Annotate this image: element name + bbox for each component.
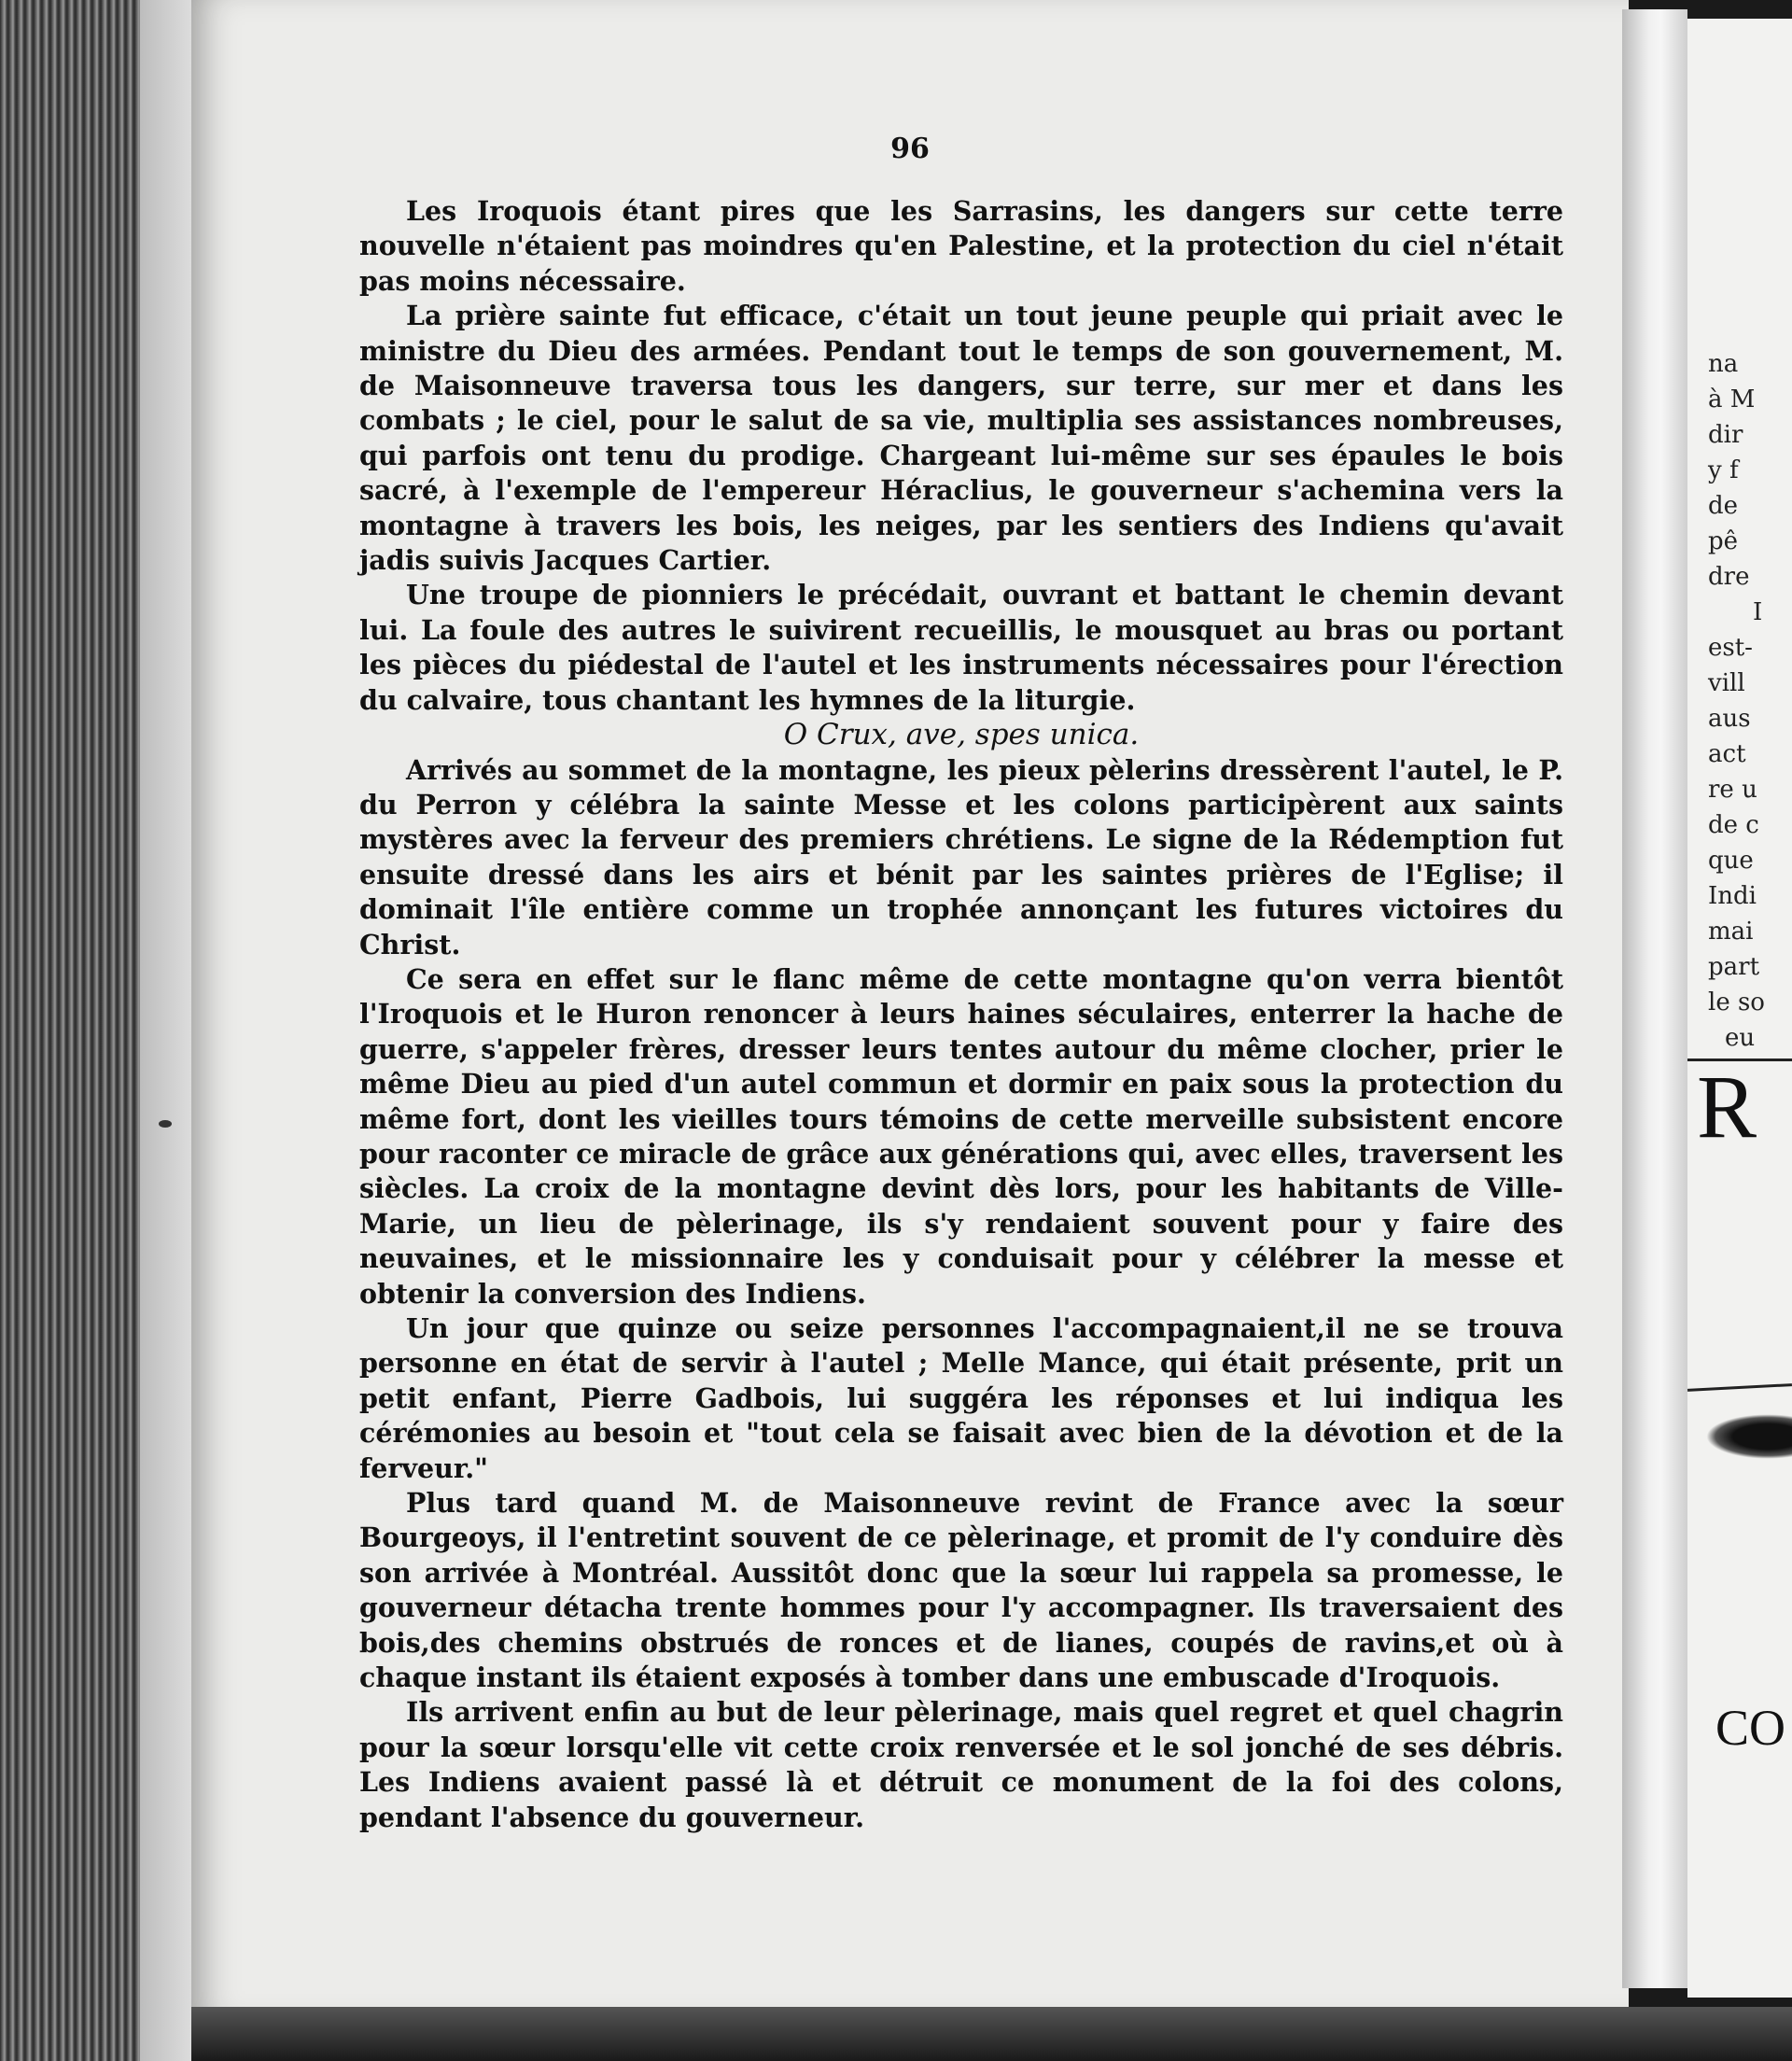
paragraph: La prière sainte fut efficace, c'était un tout jeune peuple qui priait avec le ministre du Dieu des armées. Pendant tout le temps de son gouvernement, M. de Maisonneuve traversa tous les dangers, sur terre, sur mer et dans les combats ; le ciel, pour le salut de sa vie, multiplia ses assistances nombreuses, qui parfois ont tenu du prodige. Chargeant lui-même sur ses épaules le bois sacré, à l'exemple de l'empereur Héraclius, le gouverneur s'achemina vers la montagne à travers les bois, les neiges, par les sentiers des Indiens qu'avait jadis suivis Jacques Cartier. (359, 300, 1563, 577)
next-page-line: de (1708, 492, 1739, 520)
next-page-line: act (1708, 740, 1746, 768)
next-page-line: dre (1708, 563, 1750, 591)
page-text-body (359, 194, 1563, 1835)
next-page-line: mai (1708, 918, 1754, 946)
next-page-line: dir (1708, 421, 1743, 449)
next-page-heading-letter: R (1697, 1057, 1757, 1157)
next-page-bottom-text: CO (1715, 1700, 1786, 1756)
next-page-ornament (1706, 1414, 1792, 1459)
next-page-line: le so (1708, 988, 1765, 1016)
book-gutter (1622, 9, 1687, 1988)
paragraph: Une troupe de pionniers le précédait, ouvrant et battant le chemin devant lui. La foule des autres le suivirent recueillis, le mousquet au bras ou portant les pièces du piédestal de l'autel et les instruments nécessaires pour l'érection du calvaire, tous chantant les hymnes de la liturgie. (359, 579, 1563, 716)
ink-spot (159, 1120, 172, 1128)
next-page-line: pê (1708, 527, 1739, 555)
next-page-line: re u (1708, 776, 1757, 804)
paragraph: Arrivés au sommet de la montagne, les pieux pèlerins dressèrent l'autel, le P. du Perron y célébra la sainte Messe et les colons participèrent aux saints mystères avec la ferveur des premiers chrétiens. Le signe de la Rédemption fut ensuite dressé dans les airs et bénit par les saintes prières de l'Eglise; il dominait l'île entière comme un trophée annonçant les futures victoires du Christ. (359, 753, 1563, 960)
next-page-line: de c (1708, 811, 1759, 839)
book-page-stack-edge (0, 0, 201, 2061)
next-page-line: est- (1708, 634, 1753, 662)
latin-motto: O Crux, ave, spes unica. (783, 718, 1140, 752)
paragraph: Les Iroquois étant pires que les Sarrasins, les dangers sur cette terre nouvelle n'étaient pas moindres qu'en Palestine, et la protection du ciel n'était pas moins nécessaire. (359, 195, 1563, 297)
next-page-line: vill (1708, 669, 1745, 697)
next-page-rule (1687, 1383, 1792, 1392)
paragraph: Ils arrivent enfin au but de leur pèlerinage, mais quel regret et quel chagrin pour la sœur lorsqu'elle vit cette croix renversée et le sol jonché de ses débris. Les Indiens avaient passé là et détruit ce monument de la foi des colons, pendant l'absence du gouverneur. (359, 1696, 1563, 1833)
next-page-line: part (1708, 953, 1760, 981)
page-number: 96 (890, 133, 930, 165)
paragraph: Ce sera en effet sur le flanc même de cette montagne qu'on verra bientôt l'Iroquois et le Huron renoncer à leurs haines séculaires, enterrer la hache de guerre, s'appeler frères, dresser leurs tentes autour du même clocher, prier le même Dieu au pied d'un autel commun et dormir en paix sous la protection du même fort, dont les vieilles tours témoins de cette merveille subsistent encore pour raconter ce miracle de grâce aux générations qui, avec elles, traversent les siècles. La croix de la montagne devint dès lors, pour les habitants de Ville-Marie, un lieu de pèlerinage, ils s'y rendaient souvent pour y faire des neuvaines, et le missionnaire les y conduisait pour y célébrer la messe et obtenir la conversion des Indiens. (359, 962, 1563, 1310)
next-page-line: y f (1708, 456, 1739, 484)
next-page-line: à M (1708, 386, 1756, 414)
next-page-line: que (1708, 847, 1754, 875)
next-page-line: aus (1708, 705, 1751, 733)
next-page-line: Indi (1708, 882, 1757, 910)
paragraph: Plus tard quand M. de Maisonneuve revint de France avec la sœur Bourgeoys, il l'entretint souvent de ce pèlerinage, et promit de l'y conduire dès son arrivée à Montréal. Aussitôt donc que la sœur lui rappela sa promesse, le gouverneur détacha trente hommes pour l'y accompagner. Ils traversaient des bois,des chemins obstrués de ronces et de lianes, coupés de ravins,et où à chaque instant ils étaient exposés à tomber dans une embuscade d'Iroquois. (359, 1487, 1563, 1694)
paragraph: Un jour que quinze ou seize personnes l'accompagnaient,il ne se trouva personne en état de servir à l'autel ; Melle Mance, qui était présente, prit un petit enfant, Pierre Gadbois, lui suggéra les réponses et lui indiqua les cérémonies au besoin et "tout cela se faisait avec bien de la dévotion et de la ferveur." (359, 1312, 1563, 1484)
next-page-line: I (1753, 598, 1763, 626)
next-page-sliver (1687, 19, 1792, 1998)
page-bottom-shadow (191, 2007, 1792, 2061)
next-page-line: na (1708, 350, 1739, 378)
next-page-line: eu (1725, 1024, 1756, 1052)
